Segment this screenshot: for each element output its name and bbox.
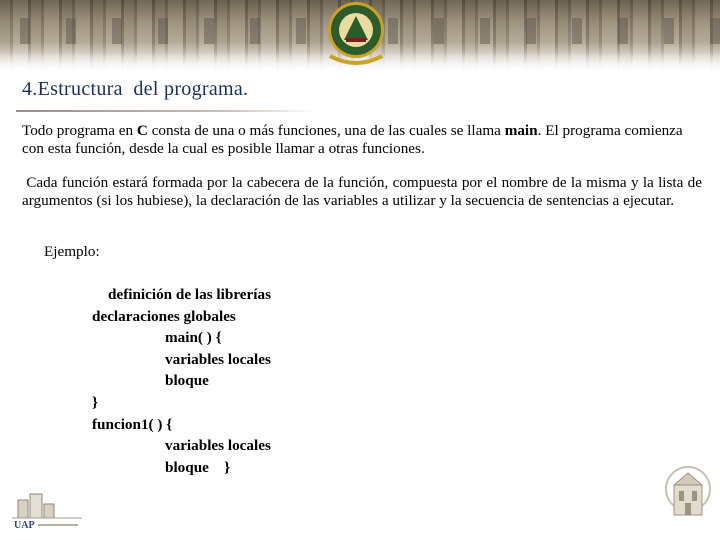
- paragraph-intro: [22, 122, 702, 158]
- code-line: main( ) {: [165, 329, 222, 346]
- page-title: 4.Estructura del programa.: [22, 78, 249, 100]
- code-line: bloque: [165, 372, 209, 389]
- text-part: Todo programa en: [22, 122, 137, 139]
- code-line: variables locales: [165, 351, 271, 368]
- code-line: bloque }: [165, 459, 231, 476]
- code-line: }: [92, 394, 98, 411]
- bold-main: main: [504, 122, 538, 139]
- paragraph-function: [22, 174, 702, 210]
- uap-logo-icon: [12, 486, 82, 530]
- university-seal-icon: [316, 0, 396, 68]
- uap-logo-text: UAP: [14, 520, 35, 530]
- text-part: consta de una o más funciones, una de las cuales se llama: [147, 122, 505, 139]
- example-label: Ejemplo:: [44, 243, 100, 260]
- code-line: declaraciones globales: [92, 308, 236, 325]
- text-part: . El programa comienza con esta función, desde la cual es posible llamar a otras funciones.: [22, 122, 683, 157]
- code-line: variables locales: [165, 437, 271, 454]
- code-line: definición de las librerías: [108, 286, 271, 303]
- title-underline: [16, 110, 316, 112]
- text-part: Cada función estará formada por la cabecera de la función, compuesta por el nombre de la misma y la lista de argumentos (si los hubiese), la declaración de las variables a utilizar y la secuencia de sentencias a ejecutar.: [22, 174, 703, 209]
- bold-c: C: [136, 122, 148, 139]
- code-line: funcion1( ) {: [92, 416, 173, 433]
- building-emblem-icon: [664, 463, 712, 529]
